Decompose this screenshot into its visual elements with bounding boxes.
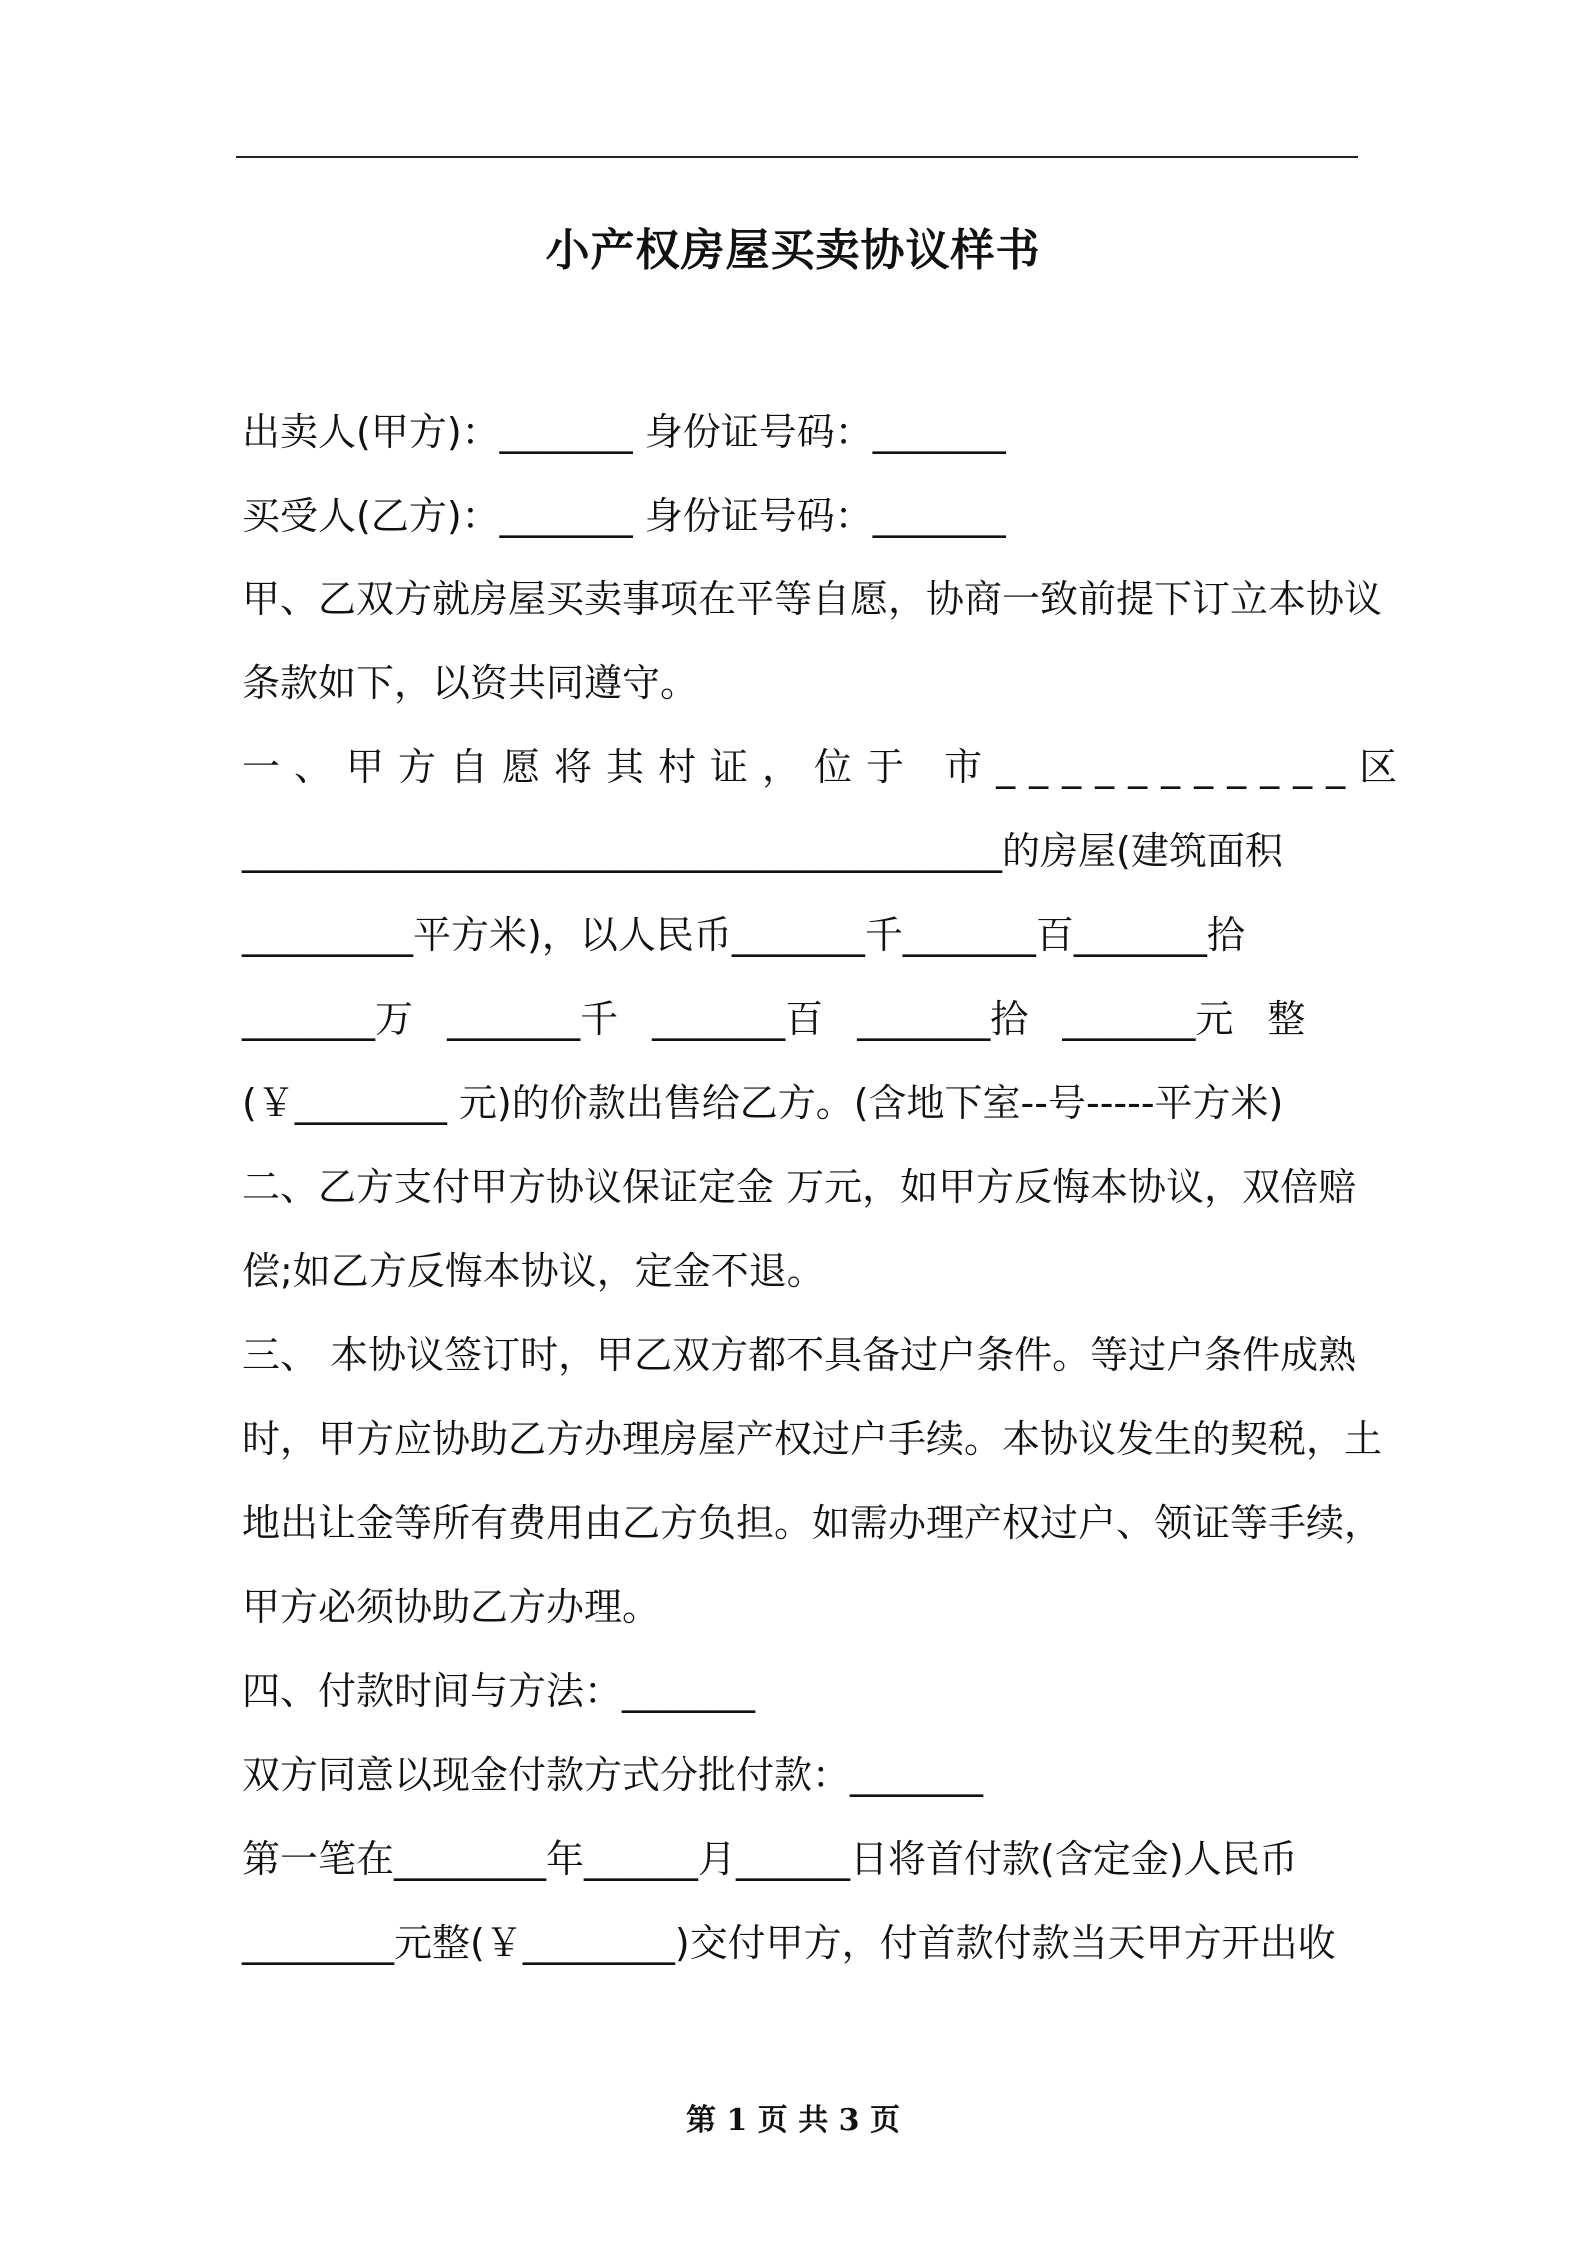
clause-3-line: 时，甲方应协助乙方办理房屋产权过户手续。本协议发生的契税，土 — [242, 1417, 1383, 1461]
buyer-line: 买受人(乙方)：_______ 身份证号码：_______ — [242, 494, 1006, 538]
clause-1-line: 一、甲方自愿将其村证，位于 市___________区 — [242, 745, 1412, 789]
page-footer: 第 1 页 共 3 页 — [686, 2103, 900, 2138]
clause-4-line: 第一笔在________年______月______日将首付款(含定金)人民币 — [242, 1837, 1298, 1881]
clause-1-line: ________________________________________的房屋(建筑面积 — [242, 829, 1283, 873]
clause-2-line: 二、乙方支付甲方协议保证定金 万元，如甲方反悔本协议，双倍赔 — [242, 1165, 1357, 1209]
header-rule — [236, 156, 1358, 158]
clause-3-line: 甲方必须协助乙方办理。 — [242, 1585, 661, 1629]
document-title: 小产权房屋买卖协议样书 — [545, 225, 1041, 276]
clause-3-line: 地出让金等所有费用由乙方负担。如需办理产权过户、领证等手续， — [242, 1501, 1383, 1545]
paragraph-text: 甲、乙双方就房屋买卖事项在平等自愿，协商一致前提下订立本协议 — [242, 577, 1383, 621]
paragraph-line — [242, 574, 1383, 624]
clause-4-line: 四、付款时间与方法：_______ — [242, 1669, 756, 1713]
seller-line: 出卖人(甲方)：_______ 身份证号码：_______ — [242, 410, 1006, 454]
paragraph-line: 条款如下，以资共同遵守。 — [242, 661, 699, 705]
clause-1-line: _______万 _______千 _______百 _______拾 _______元 整 — [242, 997, 1306, 1041]
clause-4-line: 双方同意以现金付款方式分批付款：_______ — [242, 1753, 984, 1797]
clause-4-line: ________元整(￥________)交付甲方，付首款付款当天甲方开出收 — [242, 1921, 1336, 1965]
clause-1-line: (￥________ 元)的价款出售给乙方。(含地下室--号-----平方米) — [242, 1081, 1284, 1125]
clause-2-line: 偿;如乙方反悔本协议，定金不退。 — [242, 1249, 825, 1293]
clause-3-line: 三、 本协议签订时，甲乙双方都不具备过户条件。等过户条件成熟 — [242, 1333, 1357, 1377]
clause-1-line: _________平方米)，以人民币_______千_______百_______拾 — [242, 913, 1245, 957]
